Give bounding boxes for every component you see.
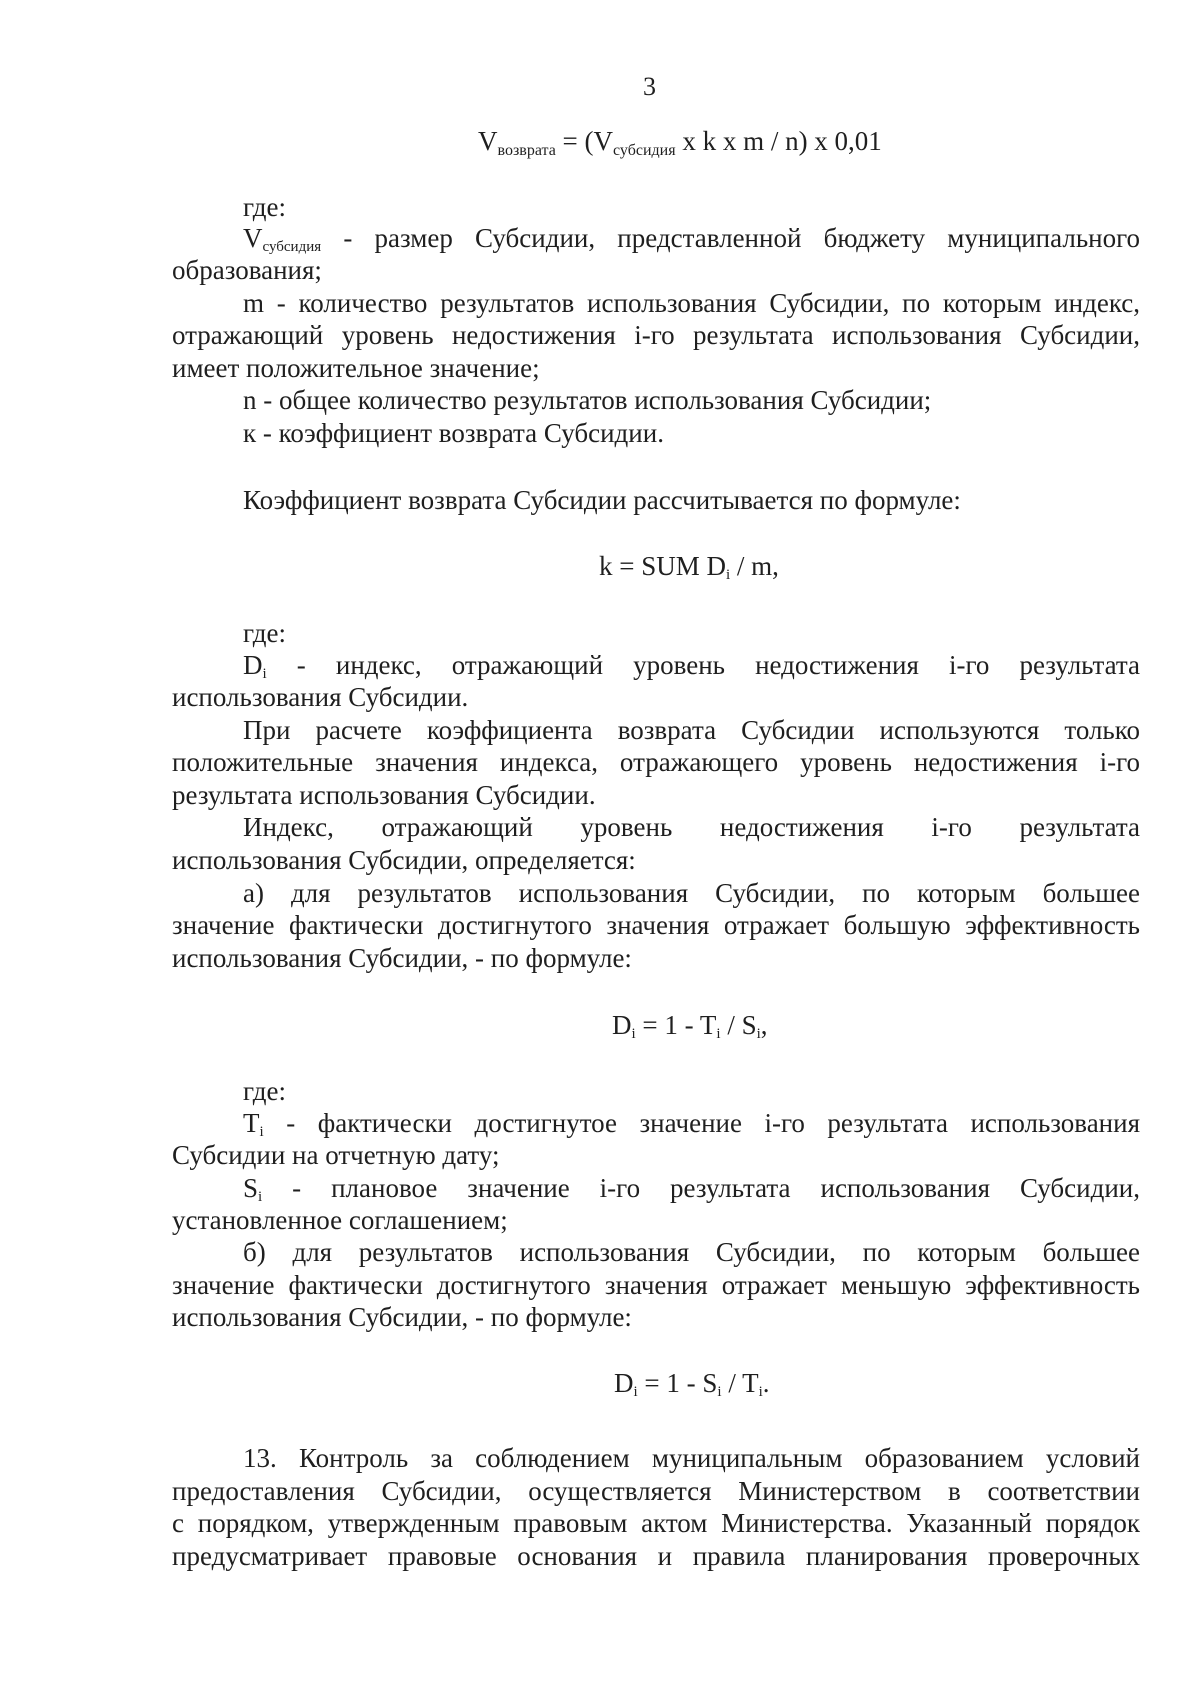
def-si-line1: $S_i$ - плановое значение i-го результата использования Субсидии, (243, 1173, 1140, 1205)
para-13-line3: с порядком, утвержденным правовым актом Министерства. Указанный порядок (172, 1508, 1140, 1538)
where-label-3: где: (243, 1076, 286, 1106)
where-label-2: где: (243, 618, 286, 648)
def-ti-line2: Субсидии на отчетную дату; (172, 1140, 500, 1170)
para-13-line2: предоставления Субсидии, осуществляется Министерством в соответствии (172, 1476, 1140, 1506)
para-b-line2: значение фактически достигнутого значения отражает меньшую эффективность (172, 1270, 1140, 1300)
def-k: к - коэффициент возврата Субсидии. (243, 418, 664, 448)
para-calc-line1: При расчете коэффициента возврата Субсидии используются только (243, 715, 1140, 745)
formula-return-volume: $V_{возврата} = (V_{субсидия}$ x k x m / n) x 0,01 (478, 126, 882, 159)
def-v-subsidy-line1: $V_{субсидия}$ - размер Субсидии, представленной бюджету муниципального (243, 223, 1140, 255)
def-di-line1: $D_i$ - индекс, отражающий уровень недостижения i-го результата (243, 650, 1140, 682)
coef-intro: Коэффициент возврата Субсидии рассчитывается по формуле: (243, 485, 961, 515)
para-a-line3: использования Субсидии, - по формуле: (172, 943, 632, 973)
para-13-line1: 13. Контроль за соблюдением муниципальным образованием условий (243, 1443, 1140, 1473)
para-calc-line2: положительные значения индекса, отражающего уровень недостижения i-го (172, 747, 1140, 777)
formula-k: k = SUM $D_i$ / m, (599, 551, 779, 583)
page-number: 3 (643, 72, 656, 101)
formula-a: $D_i = 1 - T_i / S_i$, (612, 1010, 768, 1042)
para-index-line1: Индекс, отражающий уровень недостижения i-го результата (243, 812, 1140, 842)
def-di-line2: использования Субсидии. (172, 682, 469, 712)
where-label-1: где: (243, 192, 286, 222)
def-ti-line1: $T_i$ - фактически достигнутое значение i-го результата использования (243, 1108, 1140, 1140)
para-a-line1: а) для результатов использования Субсидии, по которым большее (243, 878, 1140, 908)
def-m-line1: m - количество результатов использования Субсидии, по которым индекс, (243, 288, 1140, 318)
formula-b: $D_i = 1 - S_i / T_i$. (614, 1368, 770, 1400)
def-m-line3: имеет положительное значение; (172, 353, 540, 383)
def-si-line2: установленное соглашением; (172, 1205, 508, 1235)
para-13-line4: предусматривает правовые основания и правила планирования проверочных (172, 1541, 1140, 1571)
para-b-line3: использования Субсидии, - по формуле: (172, 1302, 632, 1332)
para-a-line2: значение фактически достигнутого значения отражает большую эффективность (172, 910, 1140, 940)
para-index-line2: использования Субсидии, определяется: (172, 845, 636, 875)
para-b-line1: б) для результатов использования Субсидии, по которым большее (243, 1237, 1140, 1267)
para-calc-line3: результата использования Субсидии. (172, 780, 596, 810)
def-m-line2: отражающий уровень недостижения i-го результата использования Субсидии, (172, 320, 1140, 350)
def-n: n - общее количество результатов использования Субсидии; (243, 385, 932, 415)
def-v-subsidy-line2: образования; (172, 255, 322, 285)
